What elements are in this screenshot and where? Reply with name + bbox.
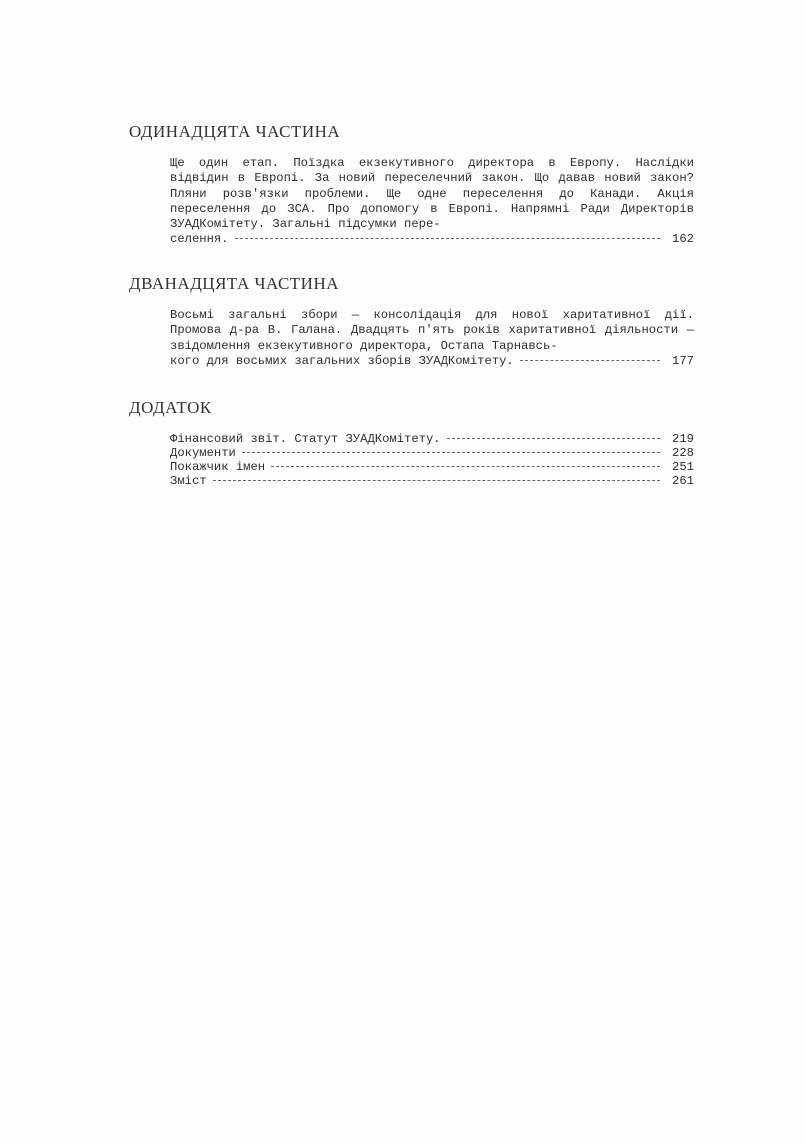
dot-leader xyxy=(242,452,660,453)
page-number: 251 xyxy=(672,460,694,474)
appendix-item-label: Документи xyxy=(170,446,236,460)
section-title: ДОДАТОК xyxy=(129,398,212,417)
dot-leader xyxy=(235,238,660,239)
appendix-list xyxy=(170,432,694,488)
section-twelve xyxy=(129,274,694,369)
page-number: 162 xyxy=(672,232,694,247)
entry-last-text: кого для восьмих загальних зборів ЗУАДКомітету. xyxy=(170,353,514,368)
section-title: ОДИНАДЦЯТА ЧАСТИНА xyxy=(129,122,341,141)
appendix-item-label: Зміст xyxy=(170,474,207,488)
appendix-item xyxy=(170,460,694,474)
section-eleven xyxy=(129,122,694,248)
dot-leader xyxy=(271,466,660,467)
page-number: 219 xyxy=(672,432,694,446)
page-number: 261 xyxy=(672,474,694,488)
entry-last-line xyxy=(170,354,694,369)
entry-last-line xyxy=(170,232,694,247)
section-title: ДВАНАДЦЯТА ЧАСТИНА xyxy=(129,274,340,293)
page-number: 228 xyxy=(672,446,694,460)
appendix-item-label: Покажчик імен xyxy=(170,460,266,474)
page-number: 177 xyxy=(672,353,694,368)
dot-leader xyxy=(520,360,660,361)
toc-entry xyxy=(170,308,694,369)
toc-entry xyxy=(170,156,694,248)
appendix-item-label: Фінансовий звіт. Статут ЗУАДКомітету. xyxy=(170,432,441,446)
entry-text: Ще один етап. Поїздка екзекутивного директора в Европу. Наслідки відвідин в Европі. За новий переселечний закон. Що давав новий закон? Пляни розв'язки проблеми. Ще одне переселення до Канади. Акція переселення до ЗСА. Про допомогу в Европі. Напрямні Ради Директорів ЗУАДКомітету. Загальні підсумки пере- xyxy=(170,156,694,232)
dot-leader xyxy=(213,480,660,481)
entry-last-text: селення. xyxy=(170,232,229,247)
section-appendix xyxy=(129,398,694,488)
entry-text: Восьмі загальні збори — консолідація для нової харитативної дії. Промова д-ра В. Галана. Двадцять п'ять років харитативної діяльности — звідомлення екзекутивного директора, Остапа Тарнавсь- xyxy=(170,308,694,353)
appendix-item xyxy=(170,432,694,446)
appendix-item xyxy=(170,474,694,488)
appendix-item xyxy=(170,446,694,460)
dot-leader xyxy=(447,438,660,439)
